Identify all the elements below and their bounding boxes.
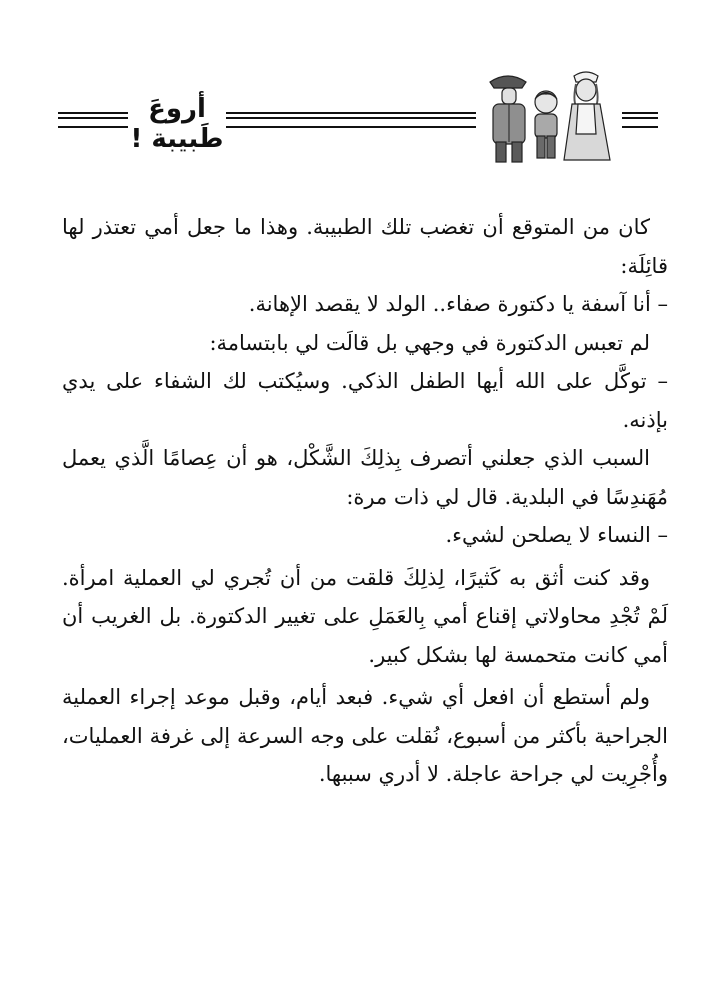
chapter-title: أروعَ طَبيبة ! bbox=[130, 94, 224, 154]
dialog-line: – أنا آسفة يا دكتورة صفاء.. الولد لا يقصد الإهانة. bbox=[248, 292, 668, 316]
paragraph: وقد كنت أثق به كَثيرًا، لِذلِكَ قلقت من أن تُجري لي العملية امرأة. لَمْ تُجْدِ محاولاتي إقناع أمي بِالعَمَلِ على تغيير الدكتورة. بل الغريب أن أمي كانت متحمسة لها بشكل كبير. bbox=[62, 565, 668, 667]
dialog-line: – النساء لا يصلحن لشيء. bbox=[445, 523, 668, 547]
paragraph: لم تعبس الدكتورة في وجهي بل قالَت لي بابتسامة: bbox=[209, 330, 650, 355]
story-text bbox=[62, 208, 668, 794]
header-rule-right bbox=[622, 112, 658, 128]
dialog-line: – توكَّل على الله أيها الطفل الذكي. وسيُكتب لك الشفاء على يدي بإذنه. bbox=[62, 369, 668, 432]
paragraph: كان من المتوقع أن تغضب تلك الطبيبة. وهذا ما جعل أمي تعتذر لها قائِلَة: bbox=[62, 215, 668, 278]
paragraph: ولم أستطع أن افعل أي شيء. فبعد أيام، وقبل موعد إجراء العملية الجراحية بأكثر من أسبوع، نُقلت على وجه السرعة إلى غرفة العمليات، وأُجْرِيت لي جراحة عاجلة. لا أدري سببها. bbox=[62, 685, 668, 786]
paragraph: السبب الذي جعلني أتصرف بِذلِكَ الشَّكْل، هو أن عِصامًا الَّذي يعمل مُهَندِسًا في البلدية. قال لي ذات مرة: bbox=[62, 446, 668, 509]
header-rule-middle bbox=[226, 112, 476, 128]
header-rule-left bbox=[58, 112, 128, 128]
three-characters-icon bbox=[480, 64, 620, 164]
chapter-header bbox=[40, 64, 680, 164]
